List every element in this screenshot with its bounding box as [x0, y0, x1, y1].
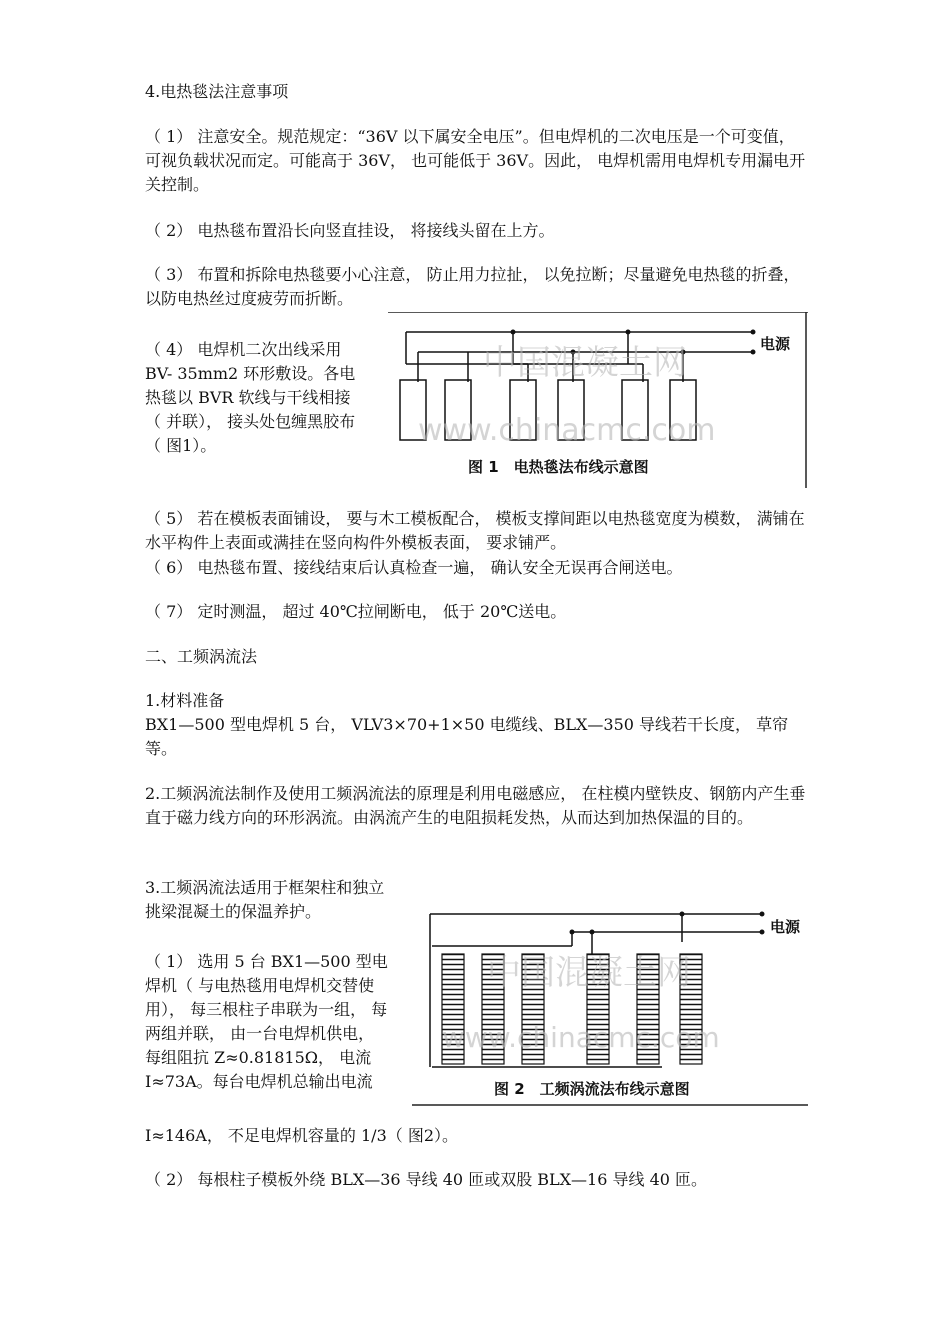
figure-1-power-label: 电源 — [760, 335, 791, 353]
figure-1-caption: 图 1 电热毯法布线示意图 — [468, 458, 649, 476]
subsection-2-text: 2.工频涡流法制作及使用工频涡流法的原理是利用电磁感应， 在柱模内壁铁皮、钢筋内产生垂直于磁力线方向的环形涡流。由涡流产生的电阻损耗发热，从而达到加热保温的目的。 — [145, 784, 806, 827]
paragraph-6: （ 6） 电热毯布置、接线结束后认真检查一遍， 确认安全无误再合闸送电。 — [145, 558, 683, 577]
subsection-3-text: 3.工频涡流法适用于框架柱和独立挑梁混凝土的保温养护。 — [145, 878, 385, 921]
paragraph-7: （ 7） 定时测温， 超过 40℃拉闸断电， 低于 20℃送电。 — [145, 602, 567, 621]
figure-2-caption: 图 2 工频涡流法布线示意图 — [494, 1080, 690, 1098]
subsection-1-title: 1.材料准备 — [145, 691, 225, 710]
section-4-title: 4.电热毯法注意事项 — [145, 82, 289, 101]
figure-1-watermark-url: www.chinacmc.com — [418, 413, 716, 448]
paragraph-2: （ 2） 电热毯布置沿长向竖直挂设， 将接线头留在上方。 — [145, 221, 555, 240]
figure-2-wiring-diagram — [412, 902, 808, 1108]
subsection-1-text: BX1—500 型电焊机 5 台， VLV3×70+1×50 电缆线、BLX—350 导线若干长度， 草帘等。 — [145, 715, 789, 758]
subsection-3-paragraph-1-tail: I≈146A， 不足电焊机容量的 1/3（ 图2）。 — [145, 1126, 459, 1145]
figure-1-watermark-cn: 中国混凝土网 — [483, 343, 687, 383]
subsection-3-paragraph-2: （ 2） 每根柱子模板外绕 BLX—36 导线 40 匝或双股 BLX—16 导线 40 匝。 — [145, 1170, 708, 1189]
figure-1-wiring-diagram — [388, 312, 808, 488]
paragraph-3: （ 3） 布置和拆除电热毯要小心注意， 防止用力拉扯， 以免拉断；尽量避免电热毯的折叠， 以防电热丝过度疲劳而折断。 — [145, 265, 800, 308]
paragraph-1: （ 1） 注意安全。规范规定：“36V 以下属安全电压”。但电焊机的二次电压是一个可变值， 可视负载状况而定。可能高于 36V， 也可能低于 36V。因此， 电焊机需用电焊机专用漏电开关控制。 — [145, 127, 806, 194]
subsection-3-paragraph-1: （ 1） 选用 5 台 BX1—500 型电焊机（ 与电热毯用电焊机交替使用）， 每三根柱子串联为一组， 每两组并联， 由一台电焊机供电， 每组阻抗 Z≈0.81815Ω， 电流 I≈73A。每台电焊机总输出电流 — [145, 952, 388, 1091]
paragraph-4: （ 4） 电焊机二次出线采用 BV- 35mm2 环形敷设。各电热毯以 BVR 软线与干线相接（ 并联）， 接头处包缠黑胶布（ 图1）。 — [145, 340, 356, 455]
figure-2-watermark-url: www.chinacmc.com — [442, 1021, 720, 1054]
section-2-title: 二、工频涡流法 — [145, 647, 258, 666]
paragraph-5: （ 5） 若在模板表面铺设， 要与木工模板配合， 模板支撑间距以电热毯宽度为模数， 满铺在水平构件上表面或满挂在竖向构件外模板表面， 要求铺严。 — [145, 509, 805, 552]
figure-2-watermark-cn: 中国混凝土网 — [487, 953, 691, 993]
figure-2-power-label: 电源 — [770, 918, 801, 936]
